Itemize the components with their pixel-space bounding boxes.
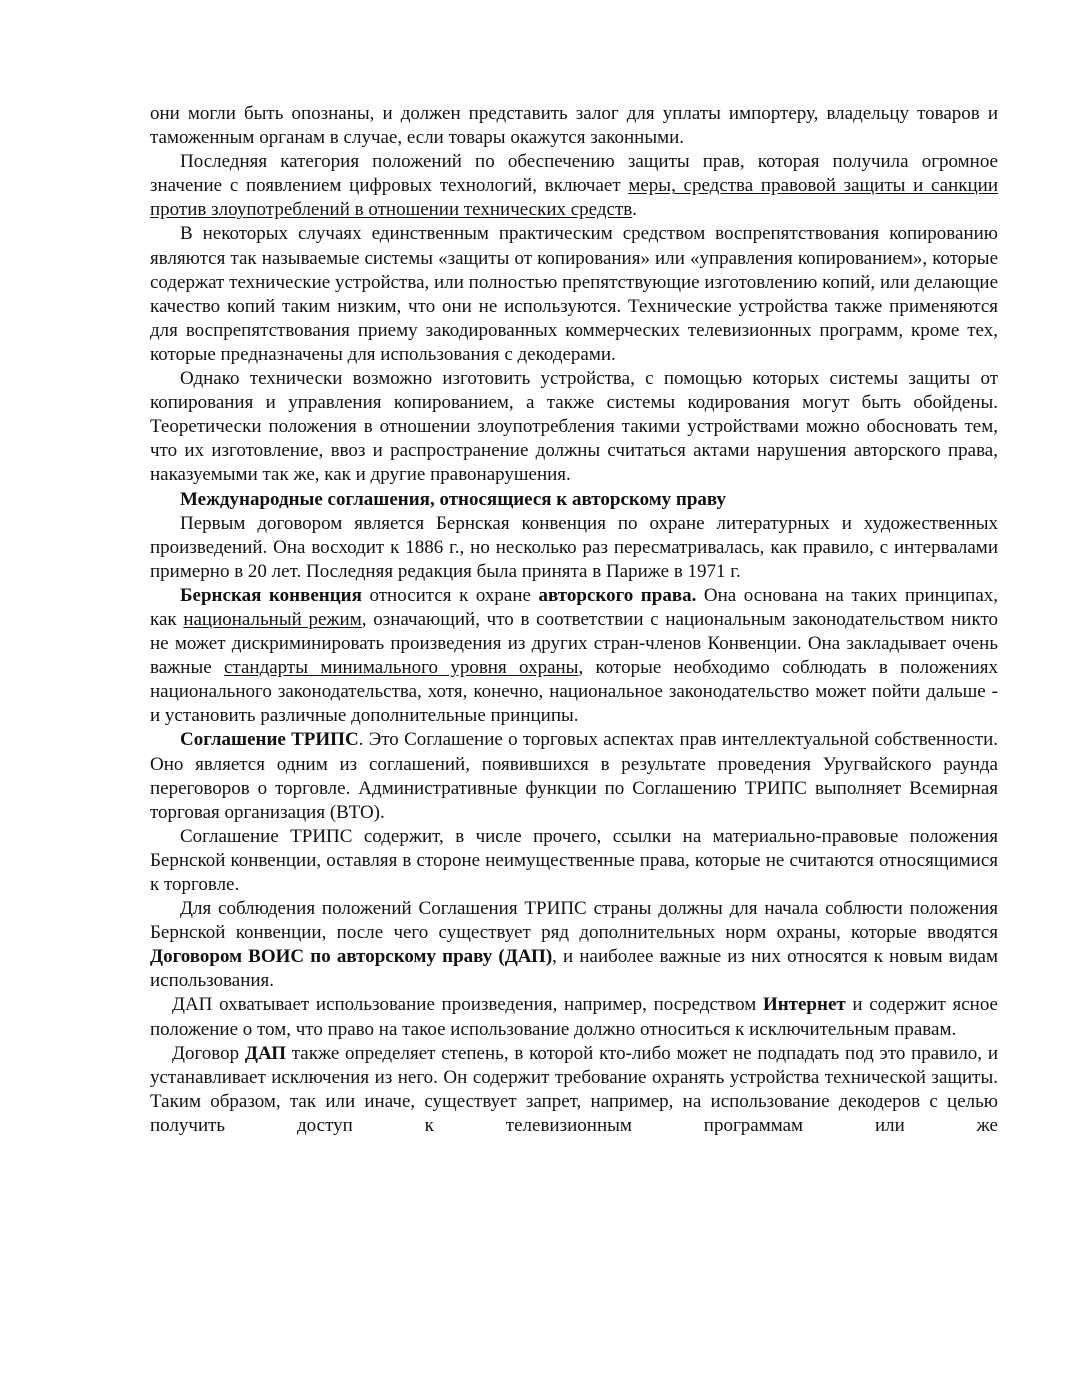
text-run: , означающий, что в соответствии с национальным законодательством никто не может дискриминировать произведения из других стран-членов Конвенции. Она закладывает очень важные	[150, 608, 998, 679]
text-run: также определяет степень, в которой кто-либо может не подпадать под это правило, и устанавливает исключения из него. Он содержит требование охранять устройства технической защиты. Таким образом, так или иначе, существует запрет, например, на использование декодеров с целью получить доступ к телевизионным программам или же	[150, 1042, 998, 1136]
bold-phrase: авторского права.	[538, 584, 697, 606]
text-run: , и наиболее важные из них относятся к новым видам использования.	[150, 946, 998, 992]
bold-phrase: Интернет	[762, 994, 846, 1016]
paragraph-circumvention: Однако технически возможно изготовить устройства, с помощью которых системы защиты от копирования и управления копированием, а также системы кодирования могут быть обойдены. Теоретически положения в отношении злоупотребления такими устройствами можно обосновать тем, что их изготовление, ввоз и распространение должны считаться актами нарушения авторского права, наказуемыми так же, как и другие правонарушения.	[150, 368, 998, 486]
section-heading: Международные соглашения, относящиеся к авторскому праву	[180, 488, 727, 510]
paragraph-berne-intro: Первым договором является Бернская конвенция по охране литературных и художественных произведений. Она восходит к 1886 г., но несколько раз пересматривалась, как правило, с интервалами примерно в 20 лет. Последняя редакция была принята в Париже в 1971 г.	[150, 512, 998, 582]
paragraph-trips-content: Соглашение ТРИПС содержит, в числе прочего, ссылки на материально-правовые положения Бернской конвенции, оставляя в стороне неимущественные права, которые не считаются относящимися к торговле.	[150, 825, 998, 895]
paragraph-wct	[150, 897, 998, 993]
text-run: относится к охране	[361, 584, 539, 606]
text-run: и содержит ясное положение о том, что право на такое использование должно относиться к исключительным правам.	[150, 994, 998, 1040]
paragraph-technical-measures	[150, 150, 998, 222]
text-run: . Это Соглашение о торговых аспектах прав интеллектуальной собственности. Оно является одним из соглашений, появившихся в результате проведения Уругвайского раунда переговоров о торговле. Административные функции по Соглашению ТРИПС выполняет Всемирная торговая организация (ВТО).	[150, 729, 998, 823]
text-run: .	[632, 199, 637, 221]
paragraph-copy-protection: В некоторых случаях единственным практическим средством воспрепятствования копированию являются так называемые системы «защиты от копирования» или «управления копированием», которые содержат технические устройства, или полностью препятствующие изготовлению копий, или делающие качество копий таким низким, что они не используются. Технические устройства также применяются для воспрепятствования приему закодированных коммерческих телевизионных программ, кроме тех, которые предназначены для использования с декодерами.	[150, 223, 998, 365]
underlined-phrase: национальный режим	[183, 608, 362, 630]
text-run: Последняя категория положений по обеспечению защиты прав, которая получила огромное значение с появлением цифровых технологий, включает	[150, 151, 998, 197]
text-run: Для соблюдения положений Соглашения ТРИПС страны должны для начала соблюсти положения Бернской конвенции, после чего существует ряд дополнительных норм охраны, которые вводятся	[150, 898, 998, 944]
text-run: ДАП охватывает использование произведения, например, посредством	[172, 994, 763, 1016]
paragraph-berne-convention	[150, 584, 998, 729]
bold-phrase: ДАП	[244, 1042, 286, 1064]
paragraph-trips	[150, 728, 998, 824]
bold-phrase: Договором ВОИС по авторскому праву (ДАП)	[150, 946, 553, 968]
text-run: , которые необходимо соблюдать в положениях национального законодательства, хотя, конечно, национальное законодательство может пойти дальше - и установить различные дополнительные принципы.	[150, 657, 998, 727]
paragraph-dap-internet	[150, 993, 998, 1041]
paragraph-continuation: они могли быть опознаны, и должен представить залог для уплаты импортеру, владельцу товаров и таможенным органам в случае, если товары окажутся законными.	[150, 103, 998, 149]
document-page	[150, 102, 998, 1138]
paragraph-dap-exceptions	[150, 1042, 998, 1138]
bold-phrase: Соглашение ТРИПС	[180, 729, 359, 751]
text-run: Договор	[172, 1042, 245, 1064]
bold-phrase: Бернская конвенция	[180, 584, 362, 606]
underlined-phrase: меры, средства правовой защиты и санкции против злоупотреблений в отношении технических средств	[150, 175, 998, 221]
text-run: Она основана на таких принципах, как	[150, 584, 999, 630]
underlined-phrase: стандарты минимального уровня охраны	[224, 657, 579, 679]
